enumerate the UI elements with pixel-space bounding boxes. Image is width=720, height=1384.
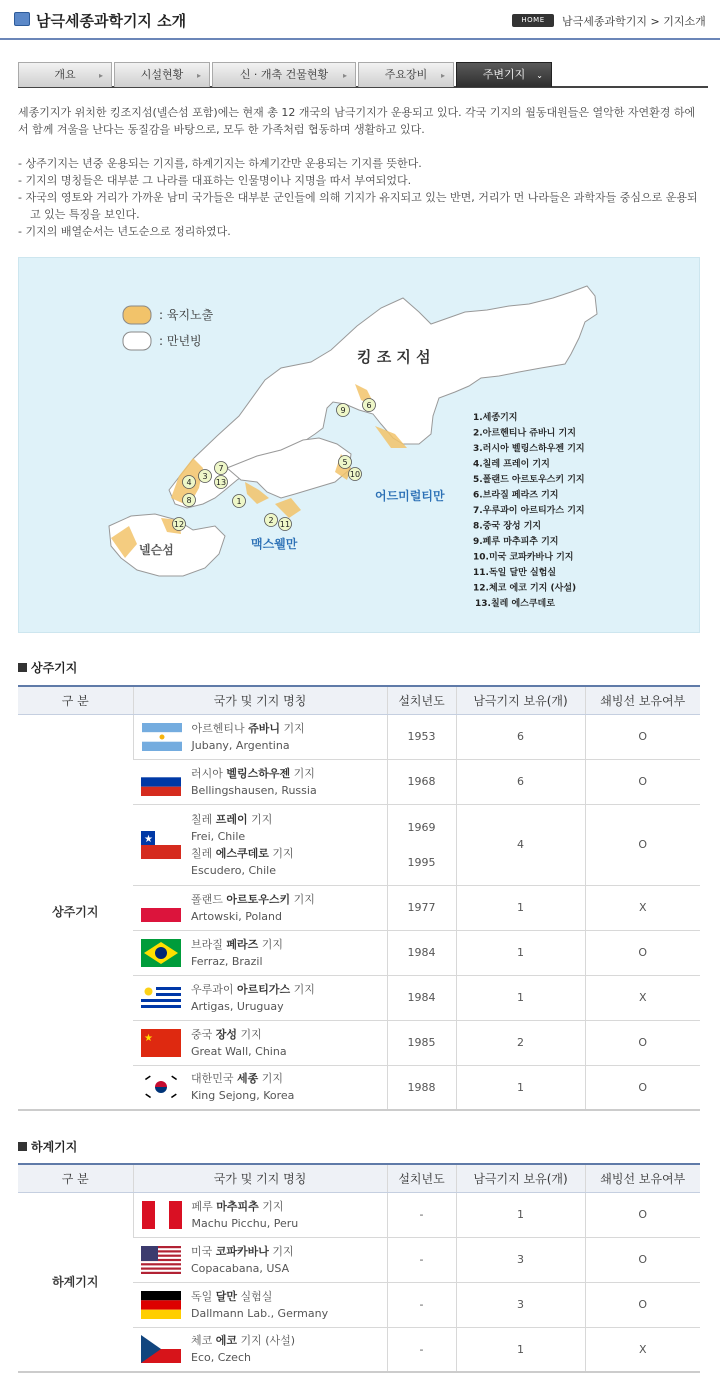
count-cell: 4 xyxy=(456,804,585,885)
home-button[interactable]: HOME xyxy=(512,14,554,27)
th-division: 구 분 xyxy=(18,1164,133,1192)
year-cell: 1977 xyxy=(387,885,456,930)
year-cell: - xyxy=(387,1237,456,1282)
nelson-label: 넬슨섬 xyxy=(139,543,174,557)
intro-paragraph: 세종기지가 위치한 킹조지섬(넬슨섬 포함)에는 현재 총 12 개국의 남극기지가 운용되고 있다. 각국 기지의 월동대원들은 열악한 자연환경 하에서 함께 겨울을 난다는 동질감을 바탕으로, 모두 한 가족처럼 협동하며 생활하고 있다. xyxy=(18,106,696,136)
map-image xyxy=(19,258,701,634)
th-icebreaker: 쇄빙선 보유여부 xyxy=(585,686,700,714)
station-marker xyxy=(173,518,186,531)
bullet-2: - 기지의 명칭들은 대부분 그 나라를 대표하는 인물명이나 지명을 따서 부여되었다. xyxy=(18,174,412,187)
tab-overview[interactable]: 개요 ▸ xyxy=(18,62,112,87)
year-cell: 1984 xyxy=(387,975,456,1020)
station-name: ★ 중국 장성 기지 Great Wall, China xyxy=(133,1020,387,1065)
count-cell: 6 xyxy=(456,759,585,804)
tab-facilities[interactable]: 시설현황 ▸ xyxy=(114,62,210,87)
page-icon xyxy=(14,12,30,26)
station-name: 체코 에코 기지 (사설) Eco, Czech xyxy=(133,1327,387,1372)
count-cell: 1 xyxy=(456,975,585,1020)
station-name: 페루 마추피추 기지 Machu Picchu, Peru xyxy=(133,1192,387,1237)
station-list-item: 1.세종기지 xyxy=(473,413,518,423)
th-year: 설치년도 xyxy=(387,686,456,714)
station-name: 아르헨티나 쥬바니 기지 Jubany, Argentina xyxy=(133,714,387,759)
icebreaker-cell: X xyxy=(585,1327,700,1372)
section-bullet-icon xyxy=(18,1142,27,1151)
station-marker xyxy=(363,399,376,412)
th-name: 국가 및 기지 명칭 xyxy=(133,1164,387,1192)
count-cell: 6 xyxy=(456,714,585,759)
count-cell: 1 xyxy=(456,1327,585,1372)
year-cell: 1988 xyxy=(387,1065,456,1110)
count-cell: 1 xyxy=(456,1192,585,1237)
table-row xyxy=(18,714,700,759)
legend-ice-swatch xyxy=(123,332,151,350)
icebreaker-cell: O xyxy=(585,1065,700,1110)
intro-text xyxy=(18,104,702,240)
station-marker xyxy=(215,462,228,475)
station-marker xyxy=(349,468,362,481)
exposed-land xyxy=(275,498,301,518)
czech-flag-icon xyxy=(141,1335,181,1363)
section-title-summer: 하계기지 xyxy=(18,1138,77,1155)
chile-flag-icon xyxy=(141,831,181,859)
year-cell: 1969 1995 xyxy=(387,804,456,885)
table-row xyxy=(18,1192,700,1237)
station-name: 대한민국 세종 기지 King Sejong, Korea xyxy=(133,1065,387,1110)
icebreaker-cell: O xyxy=(585,930,700,975)
station-list-item: 6.브라질 페라즈 기지 xyxy=(473,490,559,501)
year-cell: 1968 xyxy=(387,759,456,804)
count-cell: 1 xyxy=(456,885,585,930)
peru-flag-icon xyxy=(142,1201,182,1229)
svg-text:6: 6 xyxy=(366,401,372,410)
svg-text:8: 8 xyxy=(186,496,192,505)
poland-flag-icon xyxy=(141,894,181,922)
legend-ice-label: 만년빙 xyxy=(166,334,202,348)
table-header-row xyxy=(18,686,700,714)
svg-text:5: 5 xyxy=(342,458,348,467)
germany-flag-icon xyxy=(141,1291,181,1319)
svg-text:4: 4 xyxy=(186,478,192,487)
icebreaker-cell: O xyxy=(585,1282,700,1327)
brazil-flag-icon xyxy=(141,939,181,967)
icebreaker-cell: X xyxy=(585,975,700,1020)
count-cell: 2 xyxy=(456,1020,585,1065)
svg-text:★: ★ xyxy=(144,1032,153,1044)
tab-equipment[interactable]: 주요장비 ▸ xyxy=(358,62,454,87)
admiralty-label: 어드미럴티만 xyxy=(375,489,445,503)
year-cell: 1985 xyxy=(387,1020,456,1065)
station-marker xyxy=(339,456,352,469)
th-icebreaker: 쇄빙선 보유여부 xyxy=(585,1164,700,1192)
arrow-icon: ▸ xyxy=(342,71,347,80)
svg-text:1: 1 xyxy=(236,497,242,506)
station-list-item: 5.폴랜드 아르토우스키 기지 xyxy=(473,475,585,485)
station-list-item: 11.독일 달만 실험실 xyxy=(473,568,557,578)
station-list-item: 3.러시아 벨링스하우젠 기지 xyxy=(473,444,585,454)
page-header xyxy=(0,0,720,40)
bullet-1: - 상주기지는 년중 운용되는 기지를, 하계기지는 하계기간만 운용되는 기지를 뜻한다. xyxy=(18,157,422,170)
king-george-label: 킹 조 지 섬 xyxy=(357,348,431,366)
summer-stations-table xyxy=(18,1163,700,1373)
station-marker xyxy=(183,476,196,489)
svg-text:12: 12 xyxy=(173,520,185,529)
station-marker xyxy=(337,404,350,417)
table-header-row xyxy=(18,1164,700,1192)
year-cell: - xyxy=(387,1282,456,1327)
svg-text:★: ★ xyxy=(144,833,153,845)
station-marker xyxy=(199,470,212,483)
icebreaker-cell: X xyxy=(585,885,700,930)
svg-text:: 만년빙: : 만년빙 xyxy=(159,334,202,348)
svg-text:11: 11 xyxy=(279,520,291,529)
arrow-icon: ▸ xyxy=(440,71,445,80)
year-cell: 1984 xyxy=(387,930,456,975)
section-title-permanent: 상주기지 xyxy=(18,659,77,676)
svg-text:3: 3 xyxy=(202,472,208,481)
station-marker xyxy=(279,518,292,531)
china-flag-icon xyxy=(141,1029,181,1057)
station-name: 우루과이 아르티가스 기지 Artigas, Uruguay xyxy=(133,975,387,1020)
station-name: 독일 달만 실험실 Dallmann Lab., Germany xyxy=(133,1282,387,1327)
th-division: 구 분 xyxy=(18,686,133,714)
station-name: 폴랜드 아르토우스키 기지 Artowski, Poland xyxy=(133,885,387,930)
chevron-down-icon: ⌄ xyxy=(536,71,543,80)
station-marker xyxy=(183,494,196,507)
icebreaker-cell: O xyxy=(585,1237,700,1282)
year-cell: - xyxy=(387,1327,456,1372)
arrow-icon: ▸ xyxy=(196,71,201,80)
permanent-stations-table xyxy=(18,685,700,1111)
argentina-flag-icon xyxy=(142,723,182,751)
station-list-item: 10.미국 코파카바나 기지 xyxy=(473,552,574,563)
icebreaker-cell: O xyxy=(585,804,700,885)
station-list-item: 2.아르헨티나 쥬바니 기지 xyxy=(473,428,576,439)
th-name: 국가 및 기지 명칭 xyxy=(133,686,387,714)
th-count: 남극기지 보유(개) xyxy=(456,1164,585,1192)
svg-text:7: 7 xyxy=(218,464,224,473)
station-list-item: 12.체코 에코 기지 (사설) xyxy=(473,583,577,594)
station-list-item: 4.칠레 프레이 기지 xyxy=(473,459,550,470)
svg-text:13: 13 xyxy=(215,478,227,487)
station-marker xyxy=(215,476,228,489)
russia-flag-icon xyxy=(141,768,181,796)
svg-text:9: 9 xyxy=(340,406,346,415)
arrow-icon: ▸ xyxy=(98,71,103,80)
group-label: 상주기지 xyxy=(18,714,133,1110)
station-marker xyxy=(265,514,278,527)
korea-flag-icon xyxy=(141,1073,181,1101)
icebreaker-cell: O xyxy=(585,1192,700,1237)
tab-nearby-stations[interactable]: 주변기지 ⌄ xyxy=(456,62,552,87)
tab-bar xyxy=(18,62,708,88)
year-cell: 1953 xyxy=(387,714,456,759)
station-list-item: 7.우루과이 아르티가스 기지 xyxy=(473,506,585,516)
station-name: 러시아 벨링스하우젠 기지 Bellingshausen, Russia xyxy=(133,759,387,804)
legend-exposed-swatch xyxy=(123,306,151,324)
svg-text:10: 10 xyxy=(349,470,361,479)
station-marker xyxy=(233,495,246,508)
section-bullet-icon xyxy=(18,663,27,672)
icebreaker-cell: O xyxy=(585,759,700,804)
bullet-3: - 자국의 영토와 거리가 가까운 남미 국가들은 대부분 군인들에 의해 기지가 유지되고 있는 반면, 거리가 먼 나라들은 과학자들 중심으로 운용되고 있는 특징을 보인다. xyxy=(18,191,698,221)
usa-flag-icon xyxy=(141,1246,181,1274)
station-name: ★ 칠레 프레이 기지 Frei, Chile 칠레 에스쿠데로 기지 Escudero, Chile xyxy=(133,804,387,885)
legend-exposed-label: 육지노출 xyxy=(166,308,214,322)
station-name: 미국 코파카바나 기지 Copacabana, USA xyxy=(133,1237,387,1282)
tab-buildings[interactable]: 신 · 개축 건물현황 ▸ xyxy=(212,62,356,87)
count-cell: 1 xyxy=(456,930,585,975)
breadcrumb[interactable]: 남극세종과학기지 > 기지소개 xyxy=(562,15,706,28)
station-list-item: 9.페루 마추피추 기지 xyxy=(473,537,559,547)
uruguay-flag-icon xyxy=(141,984,181,1012)
station-name: 브라질 페라즈 기지 Ferraz, Brazil xyxy=(133,930,387,975)
maxwell-label: 맥스웰만 xyxy=(251,537,298,551)
icebreaker-cell: O xyxy=(585,1020,700,1065)
count-cell: 1 xyxy=(456,1065,585,1110)
th-year: 설치년도 xyxy=(387,1164,456,1192)
station-list-item: 13.칠레 에스쿠데로 xyxy=(475,599,555,609)
icebreaker-cell: O xyxy=(585,714,700,759)
count-cell: 3 xyxy=(456,1237,585,1282)
year-cell: - xyxy=(387,1192,456,1237)
svg-text:2: 2 xyxy=(268,516,274,525)
svg-text:: 육지노출: : 육지노출 xyxy=(159,308,214,322)
bullet-4: - 기지의 배열순서는 년도순으로 정리하였다. xyxy=(18,225,231,238)
th-count: 남극기지 보유(개) xyxy=(456,686,585,714)
station-map xyxy=(18,257,700,633)
page-title: 남극세종과학기지 소개 xyxy=(36,12,187,30)
group-label: 하계기지 xyxy=(18,1192,133,1372)
count-cell: 3 xyxy=(456,1282,585,1327)
station-list-item: 8.중국 장성 기지 xyxy=(473,521,542,532)
